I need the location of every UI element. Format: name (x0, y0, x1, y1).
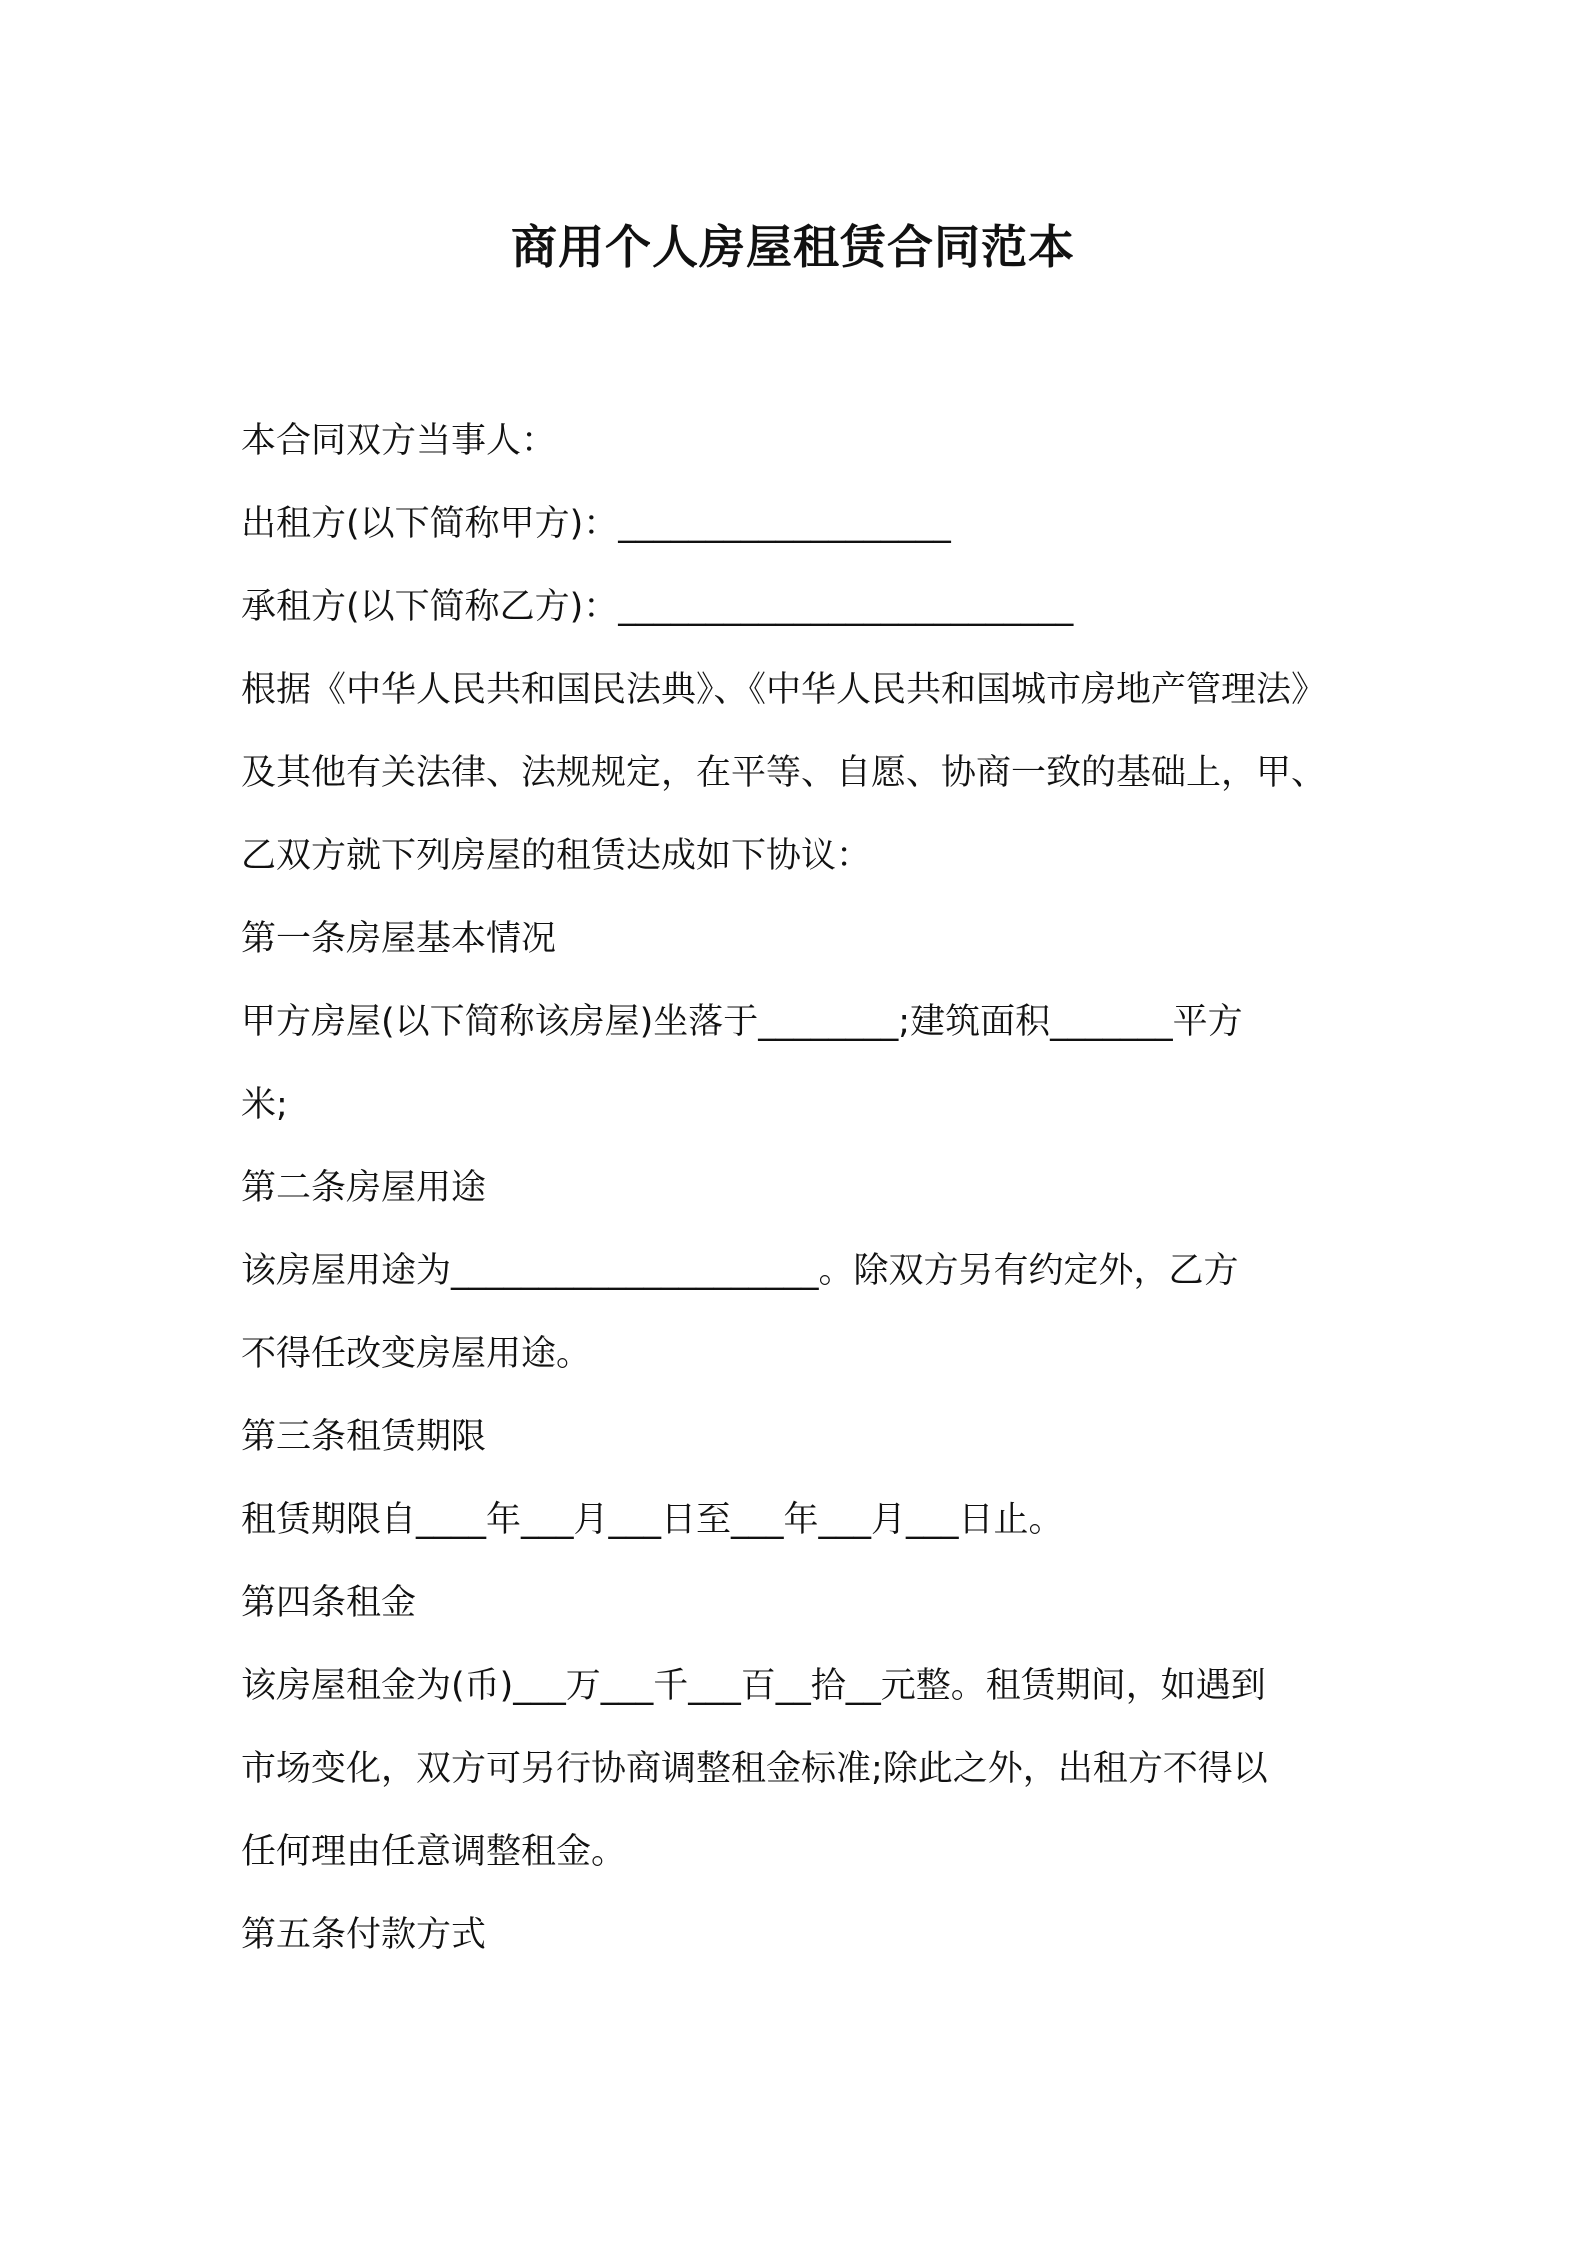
article-1-line-2: 米; (241, 1085, 288, 1125)
article-4-line-2: 市场变化，双方可另行协商调整租金标准;除此之外，出租方不得以 (241, 1749, 1268, 1789)
article-1-line-1: 甲方房屋(以下简称该房屋)坐落于________;建筑面积_______平方 (241, 1002, 1243, 1042)
article-4-heading: 第四条租金 (241, 1583, 417, 1623)
basis-paragraph-line-1: 根据《中华人民共和国民法典》、《中华人民共和国城市房地产管理法》 (241, 670, 1327, 710)
article-2-line-1: 该房屋用途为_____________________。除双方另有约定外，乙方 (241, 1251, 1239, 1291)
article-2-line-2: 不得任改变房屋用途。 (241, 1334, 592, 1374)
basis-paragraph-line-2: 及其他有关法律、法规规定，在平等、自愿、协商一致的基础上，甲、 (241, 753, 1327, 793)
lessor-line: 出租方(以下简称甲方)：___________________ (241, 504, 951, 544)
document-title: 商用个人房屋租赁合同范本 (511, 220, 1075, 274)
article-1-heading: 第一条房屋基本情况 (241, 919, 557, 959)
parties-intro: 本合同双方当事人： (241, 421, 557, 461)
basis-paragraph-line-3: 乙双方就下列房屋的租赁达成如下协议： (241, 836, 872, 876)
article-4-line-1: 该房屋租金为(币)___万___千___百__拾__元整。租赁期间，如遇到 (241, 1666, 1266, 1706)
article-2-heading: 第二条房屋用途 (241, 1168, 487, 1208)
article-3-line-1: 租赁期限自____年___月___日至___年___月___日止。 (241, 1500, 1064, 1540)
lessee-line: 承租方(以下简称乙方)：__________________________ (241, 587, 1074, 627)
article-3-heading: 第三条租赁期限 (241, 1417, 487, 1457)
article-4-line-3: 任何理由任意调整租金。 (241, 1832, 627, 1872)
article-5-heading: 第五条付款方式 (241, 1915, 487, 1955)
document-body (241, 400, 1366, 1977)
